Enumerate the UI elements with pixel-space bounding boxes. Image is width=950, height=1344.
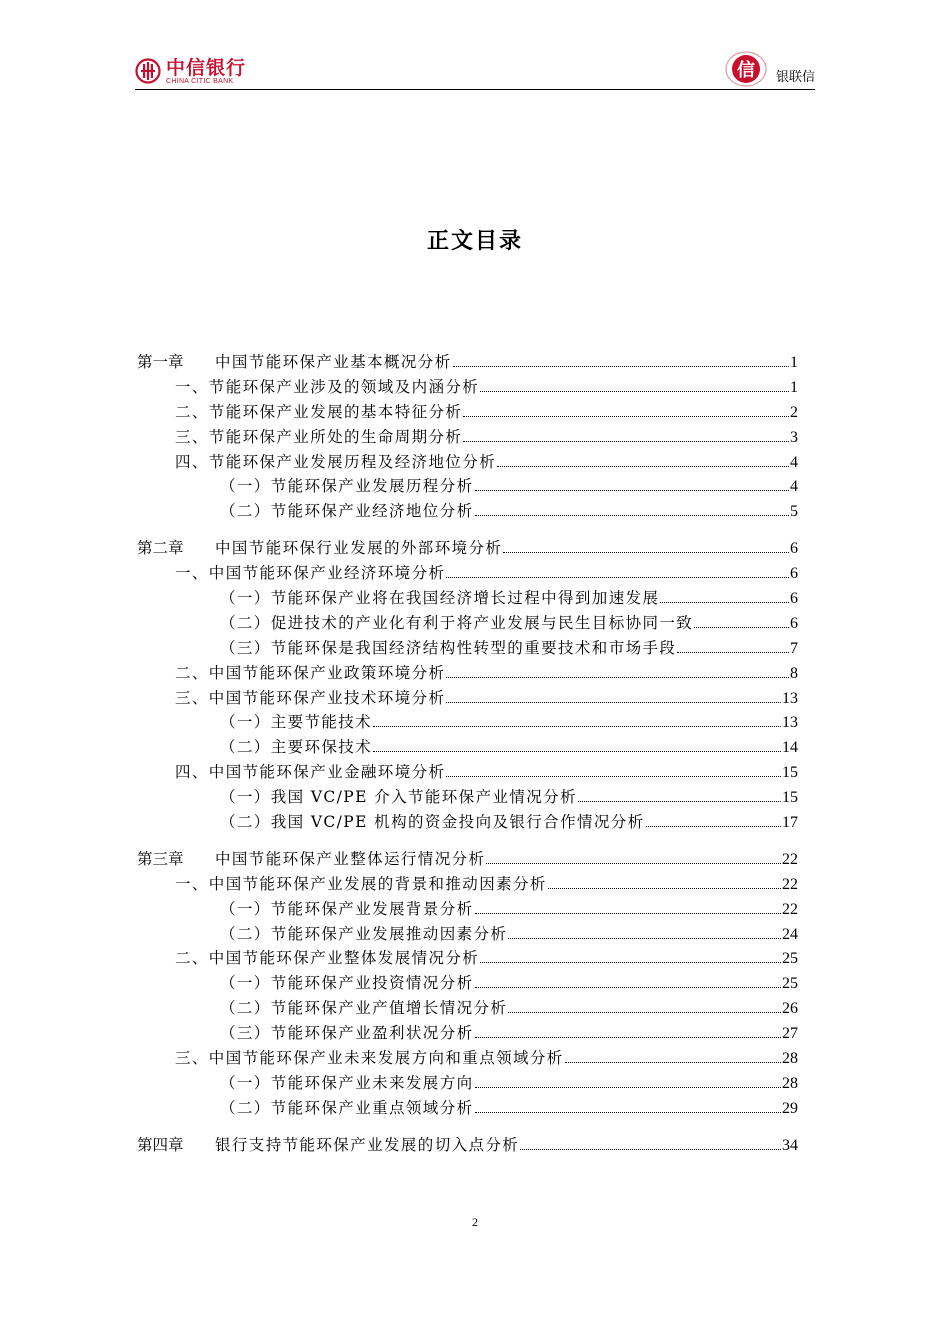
toc-dot-leader — [508, 938, 781, 939]
toc-subsection-entry[interactable] — [137, 971, 798, 996]
toc-entry-title: 二、中国节能环保产业整体发展情况分析 — [175, 949, 480, 968]
toc-entry-title: （二）促进技术的产业化有利于将产业发展与民生目标协同一致 — [220, 613, 694, 632]
toc-page-number: 1 — [790, 354, 798, 371]
toc-page-number: 22 — [782, 850, 798, 868]
toc-chapter-entry[interactable] — [137, 350, 798, 375]
toc-entry-title: 一、节能环保产业涉及的领域及内涵分析 — [175, 377, 480, 396]
toc-chapter-number: 第一章 — [137, 353, 184, 371]
toc-entry-title: （二）节能环保产业发展推动因素分析 — [220, 924, 508, 943]
toc-page-number: 22 — [782, 875, 798, 893]
toc-section-entry[interactable] — [137, 872, 798, 897]
toc-entry-title: 中国节能环保产业整体运行情况分析 — [215, 849, 486, 868]
toc-page-number: 15 — [782, 764, 798, 782]
toc-page-number: 6 — [790, 540, 798, 558]
toc-subsection-entry[interactable] — [137, 996, 798, 1021]
toc-page-number: 13 — [782, 714, 798, 732]
toc-dot-leader — [475, 490, 789, 491]
toc-section-entry[interactable] — [137, 1046, 798, 1071]
toc-chapter-number: 第二章 — [137, 539, 184, 558]
toc-dot-leader — [446, 577, 789, 578]
toc-entry-title: （二）节能环保产业经济地位分析 — [220, 502, 474, 521]
page-title: 正文目录 — [426, 229, 523, 254]
toc-entry-title: 一、中国节能环保产业经济环境分析 — [175, 564, 446, 583]
toc-page-number: 4 — [790, 478, 798, 496]
toc-subsection-entry[interactable] — [137, 735, 798, 760]
toc-chapter-number: 第四章 — [137, 1135, 184, 1154]
toc-dot-leader — [520, 1149, 781, 1150]
toc-page-number: 27 — [782, 1025, 798, 1043]
page-header — [135, 50, 815, 90]
toc-dot-leader — [446, 677, 789, 678]
toc-entry-title: （一）主要节能技术 — [220, 713, 373, 732]
toc-entry-title: 三、节能环保产业所处的生命周期分析 — [175, 427, 463, 446]
toc-dot-leader — [453, 366, 789, 367]
toc-subsection-entry[interactable] — [137, 897, 798, 922]
toc-dot-leader — [480, 962, 781, 963]
toc-page-number: 1 — [790, 378, 798, 396]
toc-dot-leader — [475, 1112, 781, 1113]
seal-char: 信 — [736, 60, 755, 81]
toc-dot-leader — [565, 1062, 781, 1063]
toc-dot-leader — [463, 416, 789, 417]
toc-entry-title: （一）节能环保产业发展历程分析 — [220, 477, 474, 496]
toc-entry-title: （三）节能环保产业盈利状况分析 — [220, 1024, 474, 1043]
toc-section-entry[interactable] — [137, 946, 798, 971]
page-number: 2 — [472, 1215, 478, 1229]
toc-dot-leader — [694, 627, 789, 628]
bank-name-cn: 中信银行 — [166, 57, 247, 79]
toc-entry-title: 中国节能环保行业发展的外部环境分析 — [215, 539, 503, 558]
toc-page-number: 13 — [782, 689, 798, 707]
company-name: 银联信 — [775, 70, 815, 85]
toc-section-entry[interactable] — [137, 686, 798, 711]
toc-page-number: 3 — [790, 428, 798, 446]
toc-section-entry[interactable] — [137, 425, 798, 450]
toc-subsection-entry[interactable] — [137, 1096, 798, 1121]
toc-subsection-entry[interactable] — [137, 785, 798, 810]
toc-subsection-entry[interactable] — [137, 922, 798, 947]
toc-dot-leader — [373, 751, 781, 752]
toc-dot-leader — [486, 863, 781, 864]
toc-subsection-entry[interactable] — [137, 1071, 798, 1096]
toc-page-number: 6 — [790, 590, 798, 608]
toc-entry-title: （二）我国 VC/PE 机构的资金投向及银行合作情况分析 — [220, 813, 645, 832]
toc-chapter-entry[interactable] — [137, 536, 798, 561]
toc-dot-leader — [475, 1087, 781, 1088]
toc-dot-leader — [480, 391, 789, 392]
toc-page-number: 14 — [782, 739, 798, 757]
toc-subsection-entry[interactable] — [137, 636, 798, 661]
toc-entry-title: 三、中国节能环保产业技术环境分析 — [175, 688, 446, 707]
toc-chapter-entry[interactable] — [137, 847, 798, 872]
toc-page-number: 7 — [790, 639, 798, 657]
toc-entry-title: （二）节能环保产业重点领域分析 — [220, 1098, 474, 1117]
toc-page-number: 6 — [790, 614, 798, 632]
toc-page-number: 24 — [782, 925, 798, 943]
toc-chapter-number: 第三章 — [137, 849, 184, 868]
toc-entry-title: 四、中国节能环保产业金融环境分析 — [175, 763, 446, 782]
toc-dot-leader — [475, 515, 789, 516]
toc-entry-title: 中国节能环保产业基本概况分析 — [215, 353, 452, 371]
toc-subsection-entry[interactable] — [137, 499, 798, 524]
toc-section-entry[interactable] — [137, 375, 798, 400]
toc-page-number: 28 — [782, 1074, 798, 1092]
toc-dot-leader — [508, 1012, 781, 1013]
citic-bank-logo — [135, 58, 246, 86]
toc-entry-title: （二）主要环保技术 — [220, 738, 373, 757]
bank-name-en: CHINA CITIC BANK — [166, 78, 234, 85]
toc-dot-leader — [475, 987, 781, 988]
toc-page-number: 22 — [782, 900, 798, 918]
toc-dot-leader — [463, 441, 789, 442]
toc-section-entry[interactable] — [137, 561, 798, 586]
toc-dot-leader — [578, 801, 781, 802]
toc-entry-title: （一）节能环保产业将在我国经济增长过程中得到加速发展 — [220, 589, 660, 608]
toc-subsection-entry[interactable] — [137, 810, 798, 835]
toc-dot-leader — [475, 1037, 781, 1038]
toc-page-number: 15 — [782, 789, 798, 807]
toc-dot-leader — [446, 776, 781, 777]
header-divider — [135, 89, 815, 90]
toc-entry-title: （一）节能环保产业未来发展方向 — [220, 1073, 474, 1092]
toc-dot-leader — [677, 652, 789, 653]
toc-page-number: 28 — [782, 1050, 798, 1068]
toc-chapter-entry[interactable] — [137, 1133, 798, 1158]
toc-entry-title: 一、中国节能环保产业发展的背景和推动因素分析 — [175, 874, 547, 893]
toc-dot-leader — [503, 552, 789, 553]
toc-subsection-entry[interactable] — [137, 586, 798, 611]
xin-seal-icon — [724, 50, 768, 88]
toc-subsection-entry[interactable] — [137, 474, 798, 499]
toc-entry-title: 四、节能环保产业发展历程及经济地位分析 — [175, 452, 497, 471]
toc-section-entry[interactable] — [137, 760, 798, 785]
toc-page-number: 2 — [790, 403, 798, 421]
toc-dot-leader — [373, 726, 781, 727]
toc-dot-leader — [646, 826, 781, 827]
toc-page-number: 8 — [790, 664, 798, 682]
toc-page-number: 25 — [782, 975, 798, 993]
toc-page-number: 5 — [790, 503, 798, 521]
toc-entry-title: 银行支持节能环保产业发展的切入点分析 — [215, 1135, 520, 1154]
toc-page-number: 34 — [782, 1136, 798, 1154]
toc-dot-leader — [548, 888, 781, 889]
toc-page-number: 17 — [782, 814, 798, 832]
table-of-contents — [137, 350, 798, 1158]
toc-entry-title: 二、节能环保产业发展的基本特征分析 — [175, 402, 463, 421]
toc-page-number: 4 — [790, 453, 798, 471]
toc-dot-leader — [660, 602, 789, 603]
toc-entry-title: 三、中国节能环保产业未来发展方向和重点领域分析 — [175, 1049, 564, 1068]
toc-subsection-entry[interactable] — [137, 1021, 798, 1046]
toc-dot-leader — [475, 913, 781, 914]
citic-bank-emblem-icon — [135, 58, 161, 84]
toc-section-entry[interactable] — [137, 661, 798, 686]
toc-page-number: 29 — [782, 1099, 798, 1117]
toc-section-entry[interactable] — [137, 400, 798, 425]
toc-entry-title: （一）节能环保产业发展背景分析 — [220, 899, 474, 918]
toc-page-number: 6 — [790, 565, 798, 583]
toc-entry-title: 二、中国节能环保产业政策环境分析 — [175, 663, 446, 682]
toc-entry-title: （二）节能环保产业产值增长情况分析 — [220, 999, 508, 1018]
toc-dot-leader — [497, 466, 789, 467]
toc-entry-title: （一）节能环保产业投资情况分析 — [220, 974, 474, 993]
yinlianxin-logo — [724, 50, 815, 88]
toc-page-number: 25 — [782, 950, 798, 968]
toc-subsection-entry[interactable] — [137, 710, 798, 735]
toc-subsection-entry[interactable] — [137, 611, 798, 636]
toc-dot-leader — [446, 702, 781, 703]
toc-entry-title: （一）我国 VC/PE 介入节能环保产业情况分析 — [220, 788, 577, 807]
toc-entry-title: （三）节能环保是我国经济结构性转型的重要技术和市场手段 — [220, 638, 677, 657]
toc-section-entry[interactable] — [137, 450, 798, 475]
toc-page-number: 26 — [782, 1000, 798, 1018]
